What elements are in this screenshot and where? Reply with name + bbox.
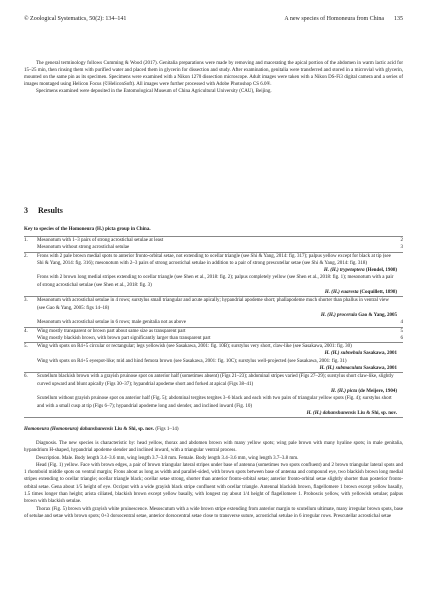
key-species-name: H. (H.) picta: [331, 388, 358, 394]
key-species-author: (de Meijere, 1904): [358, 388, 397, 394]
key-character-text: Scutellum without grayish pruinose spot on anterior half (Fig. 5); abdominal tergites tergites 3–6 black and each with two pairs of triangular yellow spots (Fig. 4); surstylus short and with a small cusp at tip (Figs 6–7); hypandrial apodeme long and slender, and inclined inward (Fig. 10): [37, 396, 392, 409]
key-couplet-text: [37, 253, 397, 275]
key-couplet-row: [24, 327, 403, 335]
head-paragraph: Head (Fig. 1) yellow. Face with brown edges, a pair of brown triangular lateral stripes under base of antenna (sometimes two spots confluent) and 2 brown triangular lateral spots and 1 rhomboid middle spots on ventral margin; Frons about as long as width and parallel-sided, with brown spots between base of antenna and compound eye, two blackish brown long medial stripes extending to ocellar triangle; ocellar triangle black; ocellar setae strong, shorter than anterior fronto-orbital setae; anterior fronto-orbital setae slightly shorter than posterior fronto-orbital setae. Gena about 1/5 height of eye. Occiput with a wide grayish black stripe confluent with ocellar triangle. Antennal blackish brown, flagellomere 1 brown except yellow basally, 1.5 times longer than height; arista ciliated, blackish brown except yellow basally, with longest ray about 1/4 height of flagellomere 1. Proboscis yellow, with yellowish setulae; palpus brown with blackish setulae.: [24, 462, 403, 505]
new-species-heading: [24, 426, 403, 433]
key-character-text: Mesonotum with acrostichal setulae in 4 rows; surstylus small triangular and acute apically; hypandrial apodeme short; phallapodeme much shorter than phallus in ventral view (see Gao & Yang, 2005: figs 14–18): [37, 298, 389, 311]
key-couplet-number: 1.: [24, 238, 28, 243]
species-name: Homoneura (Homoneura) dahanshanensis: [24, 427, 114, 432]
methods-paragraph-2: Specimens examined were deposited in the Entomological Museum of China Agricultural University (CAU), Beijing.: [36, 89, 272, 95]
key-couplet-number: 4.: [24, 328, 28, 334]
key-end-rule: [24, 417, 403, 418]
key-species-result: [37, 410, 397, 417]
key-couplet-text: [37, 328, 397, 335]
key-species-name: H. (H.) submaculata: [319, 366, 363, 372]
journal-citation: © Zoological Systematics, 50(2): 134–141: [24, 16, 127, 22]
key-character-text: Wing mostly blackish brown, with brown part significantly larger than transparent part: [37, 335, 211, 341]
key-couplet-number: 5.: [24, 344, 28, 350]
key-lead-to: 2: [400, 238, 403, 243]
key-species-author: (Hendel, 1908): [365, 268, 397, 274]
key-species-name: H. (H.) procerula: [320, 312, 358, 318]
key-lead-to: 6: [400, 335, 403, 341]
thorax-paragraph: Thorax (Fig. 5) brown with grayish white pruinescence. Mesoscutum with a wide brown stripe extending from anterior margin to scutellum ultimate, many irregular brown spots, base of setulae and setae with brown spots; 0+3 dorsocentral setae, anterior dorsocentral setae close to transverse suture, acrostichal setulae in 6 irregular rows. Prescutellar acrostichal setae: [24, 506, 403, 519]
key-couplet-text: [37, 244, 397, 251]
key-couplet-row: [24, 244, 403, 251]
results-heading: [24, 206, 63, 216]
key-species-author: Sasakawa, 2001: [363, 351, 397, 357]
key-species-result: [37, 312, 397, 319]
key-species-result: [37, 350, 397, 357]
key-character-text: Frons with 2 brown long medial stripes extending to ocellar triangle (see Shen et al., 2018: fig. 2); palpus completely yellow (see Shen et al., 2018: fig. 1); mesonotum with a pair of strong acrostichal setulae (see Shen et al., 2018: fig. 3): [37, 275, 394, 288]
species-figures: (Figs 1–14): [155, 427, 179, 432]
key-character-text: Wing with spots on R4+5 eyespot-like; mid and hind femora brown (see Sasakawa, 2001: fig. 10C); surstylus well-projected (see Sasakawa, 2001: fig. 31): [37, 358, 347, 364]
key-character-text: Mesonotum with 1–3 pairs of strong acrostichal setulae at least: [37, 238, 164, 243]
section-number: 3: [24, 206, 28, 215]
key-species-name: H. (H.) subnebula: [324, 351, 363, 357]
page-number: 135: [394, 16, 403, 22]
methods-paragraph-1: The general terminology follows Cumming & Wood (2017). Genitalia preparations were made by removing and macerating the apical portion of the abdomen in warm lactic acid for 15–25 min, then rinsing them with purified water and placed them in glycerin for dissection and study. After examination, genitalia were transferred and stored in a microvial with glycerin, mounted on the same pin as its specimen. Specimens were examined with a Nikon 1270 dissection microscope. Adult images were taken with a Nikon DS-Fi3 digital camera and a series of images montaged using Helicon Focus (©HeliconSoft). All images were further processed with Adobe Photoshop CS 6.0®.: [24, 61, 403, 88]
key-character-text: Wing mostly transparent or brown part about same size as transparent part: [37, 328, 186, 334]
key-couplet-text: [37, 358, 397, 373]
key-couplet-row: [24, 358, 403, 373]
species-authors: Liu & Shi, sp. nov.: [114, 427, 155, 432]
key-lead-to: 4: [400, 320, 403, 326]
key-species-result: [37, 289, 397, 296]
key-species-result: [37, 365, 397, 372]
key-species-name: H. (H.) trypetoptera: [323, 268, 365, 274]
key-species-result: [37, 267, 397, 274]
diagnosis-paragraph: Diagnosis. The new species is characteristic by: head yellow, thorax and abdomen brown with many yellow spots; wing pale brown with many hyaline spots; in male genitalia, hypandrium H-shaped, hypandrial apodeme slender and inclined inward, with a triangular ventral process.: [24, 441, 403, 454]
key-couplet-row: [24, 372, 403, 395]
key-species-author: Sasakawa, 2001: [363, 366, 397, 372]
key-species-author: (Coquillett, 1898): [359, 290, 397, 296]
key-couplet-number: 2.: [24, 253, 28, 259]
description-paragraph: Description. Male. Body length 3.4–3.6 mm, wing length 3.7–3.8 mm. Female. Body length 3.4–3.6 mm, wing length 3.7–3.8 mm.: [36, 455, 299, 461]
methods-section: [24, 60, 403, 95]
key-couplet-text: [37, 297, 397, 319]
key-character-text: Scutellum blackish brown with a grayish pruinose spot on anterior half (sometimes absent) (Figs 21–23); abdominal stripes varied (Figs 27–29); surstylus short claw-like, slightly curved upward and blunt apically (Figs 30–37); hypandrial apodeme short and forked at apical (Figs 38–41): [37, 374, 394, 387]
key-couplet-number: 3.: [24, 298, 28, 304]
key-species-name: H. (H.) euaresta: [324, 290, 359, 296]
key-couplet-text: [37, 335, 397, 342]
key-couplet-row: [24, 296, 403, 319]
key-couplet-text: [37, 395, 397, 417]
section-title: Results: [38, 206, 63, 215]
key-species-result: [37, 388, 397, 395]
key-couplet-row: [24, 252, 403, 275]
running-title: [284, 13, 403, 25]
key-species-author: Gao & Yang, 2005: [358, 312, 397, 318]
key-couplet-text: [37, 274, 397, 296]
key-character-text: Mesonotum with acrostichal setulae in 6 rows; male genitalia not as above: [37, 320, 186, 326]
running-header: [24, 13, 403, 25]
key-character-text: Mesonotum without strong acrostichal setulae: [37, 245, 130, 251]
key-couplet-text: [37, 373, 397, 395]
key-couplet-text: [37, 319, 397, 326]
key-couplet-number: 6.: [24, 374, 28, 380]
key-lead-to: 3: [400, 245, 403, 251]
key-title: Key to species of the Homoneura (H.) picta group in China.: [24, 227, 151, 232]
key-couplet-row: [24, 274, 403, 296]
key-couplet-text: [37, 343, 397, 358]
key-couplet-row: [24, 335, 403, 342]
running-title-text: A new species of Homoneura from China: [284, 16, 384, 22]
key-character-text: Wing with spots on R4+5 circular or rectangular; legs yellowish (see Sasakawa, 2001: fig. 10B); surstylus very short, claw-like (see Sasakawa, 2001: fig. 30): [37, 344, 352, 350]
key-species-author: Liu & Shi, sp. nov.: [357, 410, 397, 416]
key-couplet-text: [37, 237, 397, 244]
key-couplet-row: [24, 395, 403, 417]
identification-key: [24, 236, 403, 418]
key-species-name: H. (H.) dahanshanensis: [306, 410, 357, 416]
key-couplet-row: [24, 236, 403, 244]
key-couplet-row: [24, 342, 403, 358]
key-character-text: Frons with 2 pale brown medial spots to anterior fronto-orbital setae, not extending to ocellar triangle (see Shi & Yang, 2014: fig. 317); palpus yellow except for black at tip (see Shi & Yang, 2014: fig. 316); mesonotum with 2–3 pairs of strong acrostichal setulae in addition to a pair of strong prescutellar setae (see Shi & Yang, 2014: fig. 318): [37, 253, 391, 266]
key-lead-to: 5: [400, 328, 403, 334]
description-section: [24, 440, 403, 520]
key-couplet-row: [24, 319, 403, 326]
